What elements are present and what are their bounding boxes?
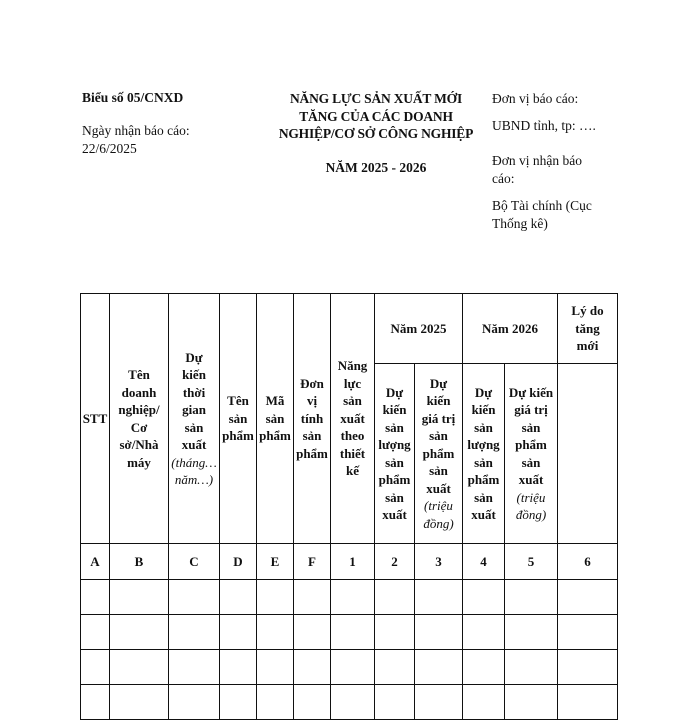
header-reason-blank: [558, 364, 618, 544]
report-title: [258, 90, 494, 176]
receiving-unit-label: cáo:: [492, 171, 515, 186]
column-code: 6: [558, 544, 618, 580]
received-date-label: Ngày nhận báo cáo:: [82, 123, 190, 138]
column-code: B: [110, 544, 169, 580]
receiving-unit-label: Đơn vị nhận báo: [492, 153, 582, 168]
capacity-table: [80, 293, 618, 720]
column-code: 3: [415, 544, 463, 580]
header-product-code: Mã sản phẩm: [257, 294, 294, 544]
column-code: C: [169, 544, 220, 580]
receiving-unit-value: Thống kê): [492, 216, 548, 231]
header-year-2026: Năm 2026: [463, 294, 558, 364]
header-capacity: Năng lực sản xuất theo thiết kế: [331, 294, 375, 544]
form-code: Biểu số 05/CNXD: [82, 90, 184, 105]
header-planned-output-2026: Dự kiến sản lượng sản phẩm sản xuất: [463, 364, 505, 544]
header-stt: STT: [81, 294, 110, 544]
column-code: A: [81, 544, 110, 580]
table-row: [81, 580, 618, 615]
column-code: 5: [505, 544, 558, 580]
header-planned-value-2026: Dự kiến giá trị sản phẩm sản xuất (triệu đồng): [505, 364, 558, 544]
receiving-unit-value: Bộ Tài chính (Cục: [492, 198, 592, 213]
report-year-range: NĂM 2025 - 2026: [325, 159, 427, 175]
column-code: 2: [375, 544, 415, 580]
column-code: E: [257, 544, 294, 580]
header-unit: Đơn vị tính sản phẩm: [294, 294, 331, 544]
received-date-value: 22/6/2025: [82, 141, 137, 156]
reporting-unit-label: Đơn vị báo cáo:: [492, 91, 579, 106]
header-year-2025: Năm 2025: [375, 294, 463, 364]
reporting-unit-value: UBND tỉnh, tp: ….: [492, 118, 596, 133]
title-line: NĂNG LỰC SẢN XUẤT MỚI: [289, 91, 463, 106]
header-product-name: Tên sản phẩm: [220, 294, 257, 544]
column-code: D: [220, 544, 257, 580]
header-reason: Lý do tăng mới: [558, 294, 618, 364]
column-code: F: [294, 544, 331, 580]
table-row: [81, 615, 618, 650]
header-company-name: Tên doanh nghiệp/ Cơ sở/Nhà máy: [110, 294, 169, 544]
header-planned-output-2025: Dự kiến sản lượng sản phẩm sản xuất: [375, 364, 415, 544]
header-right: [492, 90, 622, 233]
column-code: 1: [331, 544, 375, 580]
header-planned-value-2025: Dự kiến giá trị sản phẩm sản xuất (triệu đồng): [415, 364, 463, 544]
title-line: TĂNG CỦA CÁC DOANH: [299, 108, 453, 124]
header-planned-time: Dự kiến thời gian sản xuất (tháng… năm…): [169, 294, 220, 544]
title-line: NGHIỆP/CƠ SỞ CÔNG NGHIỆP: [278, 126, 474, 141]
table-row: [81, 650, 618, 685]
column-code: 4: [463, 544, 505, 580]
table-row: [81, 685, 618, 720]
header-left: [82, 90, 252, 158]
